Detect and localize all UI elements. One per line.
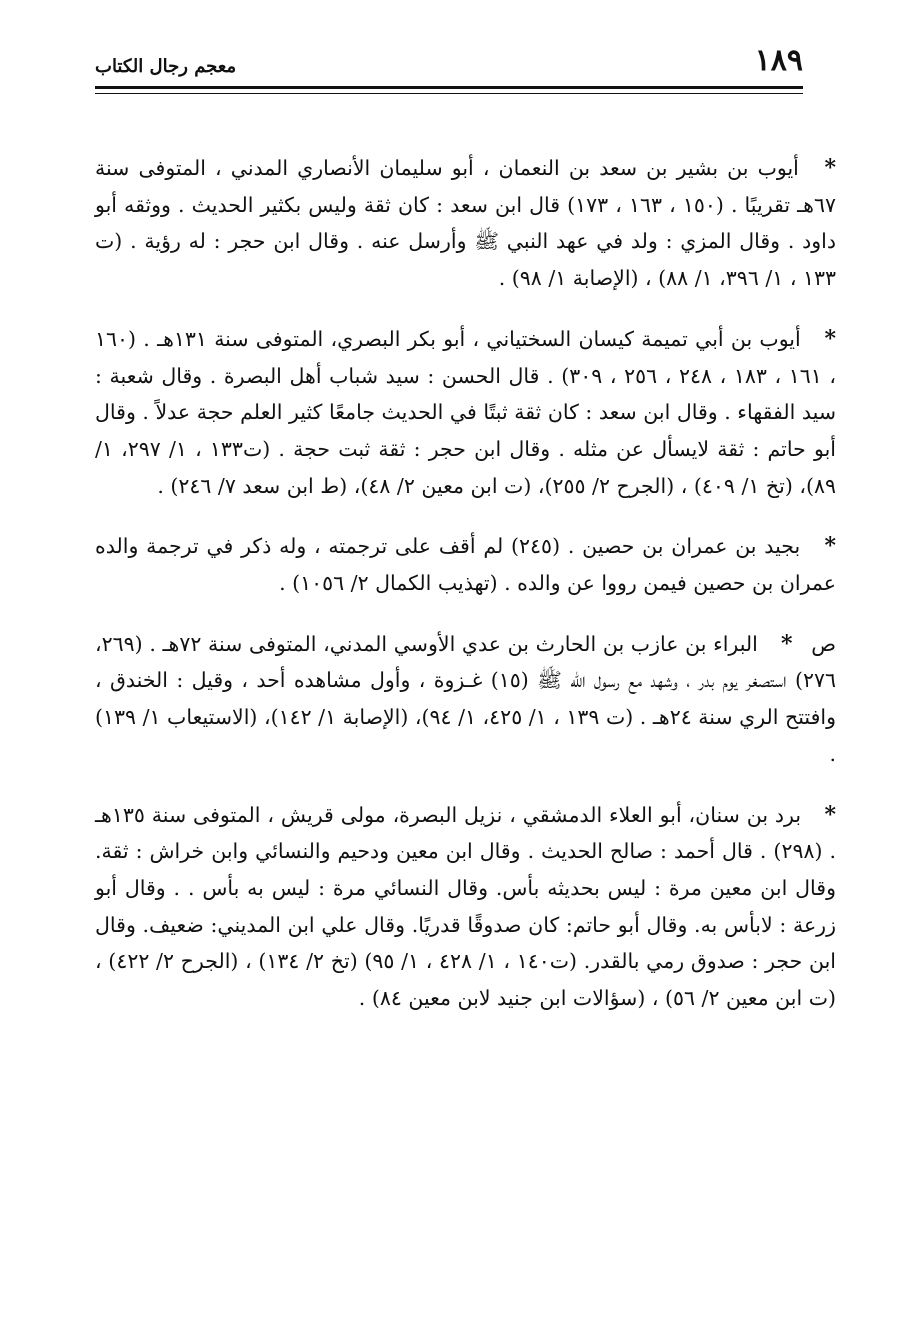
entry-al-bara-ibn-azib <box>95 626 836 773</box>
entry-bujayd-ibn-imran <box>95 528 836 601</box>
book-title: معجم رجال الكتاب <box>95 56 237 77</box>
page-number: ١٨٩ <box>754 43 803 78</box>
entry-ayyub-ibn-bashir <box>95 150 836 297</box>
entry-marker: * <box>781 630 793 657</box>
entry-text: بجيد بن عمران بن حصين . (٢٤٥) لم أقف على ترجمته ، وله ذكر في ترجمة والده عمران بن حصين فيمن رووا عن والده . (تهذيب الكمال ٢/ ١٠٥٦) . <box>95 534 836 596</box>
entries-list <box>95 150 836 1041</box>
entry-marker: * <box>824 155 836 181</box>
entry-burd-ibn-sinan <box>95 797 836 1017</box>
entry-ayyub-al-sakhtiyani <box>95 321 836 505</box>
entry-text: البراء بن عازب بن الحارث بن عدي الأوسي المدني، المتوفى سنة ٧٢هـ . (٢٦٩، ٢٧٦) استصغر يوم بدر ، وشهد مع رسول الله ﷺ (١٥) غـزوة ، وأول مشاهده أحد ، وقيل : الخندق ، وافتتح الري سنة ٢٤هـ . (ت ١٣٩ ، ١/ ٤٢٥، ١/ ٩٤)، (الإصابة ١/ ١٤٢)، (الاستيعاب ١/ ١٣٩) . <box>95 631 836 766</box>
entry-text: أيوب بن بشير بن سعد بن النعمان ، أبو سليمان الأنصاري المدني ، المتوفى سنة ٦٧هـ تقريبًا . (١٥٠ ، ١٦٣ ، ١٧٣) قال ابن سعد : كان ثقة وليس بكثير الحديث . ووثقه أبو داود . وقال المزي : ولد في عهد النبي ﷺ وأرسل عنه . وقال ابن حجر : له رؤية . (ت ١٣٣ ، ١/ ٣٩٦، ١/ ٨٨) ، (الإصابة ١/ ٩٨) . <box>95 156 837 291</box>
entry-text: برد بن سنان، أبو العلاء الدمشقي ، نزيل البصرة، مولى قريش ، المتوفى سنة ١٣٥هـ . (٢٩٨) . قال أحمد : صالح الحديث . وقال ابن معين ودحيم والنسائي وابن خراش : ثقة. وقال ابن معين مرة : ليس بحديثه بأس. وقال النسائي مرة : ليس به بأس . . وقال أبو زرعة : لابأس به. وقال أبو حاتم: كان صدوقًا قدريًا. وقال علي ابن المديني: ضعيف. وقال ابن حجر : صدوق رمي بالقدر. (ت١٤٠ ، ١/ ٤٢٨ ، ١/ ٩٥) (تخ ٢/ ١٣٤) ، (الجرح ٢/ ٤٢٢) ، (ت ابن معين ٢/ ٥٦) ، (سؤالات ابن جنيد لابن معين ٨٤) . <box>95 802 837 1011</box>
entry-marker: * <box>824 801 836 828</box>
entry-marker: * <box>824 325 836 352</box>
entry-marker: * <box>824 533 836 560</box>
header-rule-thick <box>95 86 803 89</box>
running-header <box>95 40 803 76</box>
header-rule-thin <box>95 93 803 94</box>
sahabi-symbol: ص <box>811 631 836 656</box>
entry-text: أيوب بن أبي تميمة كيسان السختياني ، أبو بكر البصري، المتوفى سنة ١٣١هـ . (١٦٠ ، ١٦١ ، ١٨٣ ، ٢٤٨ ، ٢٥٦ ، ٣٠٩) . قال الحسن : سيد شباب أهل البصرة . وقال شعبة : سيد الفقهاء . وقال ابن سعد : كان ثقة ثبتًا في الحديث جامعًا كثير العلم حجة عدلاً . وقال أبو حاتم : ثقة لايسأل عن مثله . وقال ابن حجر : ثقة ثبت حجة . (ت١٣٣ ، ١/ ٢٩٧، ١/ ٨٩)، (تخ ١/ ٤٠٩) ، (الجرح ٢/ ٢٥٥)، (ت ابن معين ٢/ ٤٨)، (ط ابن سعد ٧/ ٢٤٦) . <box>95 326 836 498</box>
